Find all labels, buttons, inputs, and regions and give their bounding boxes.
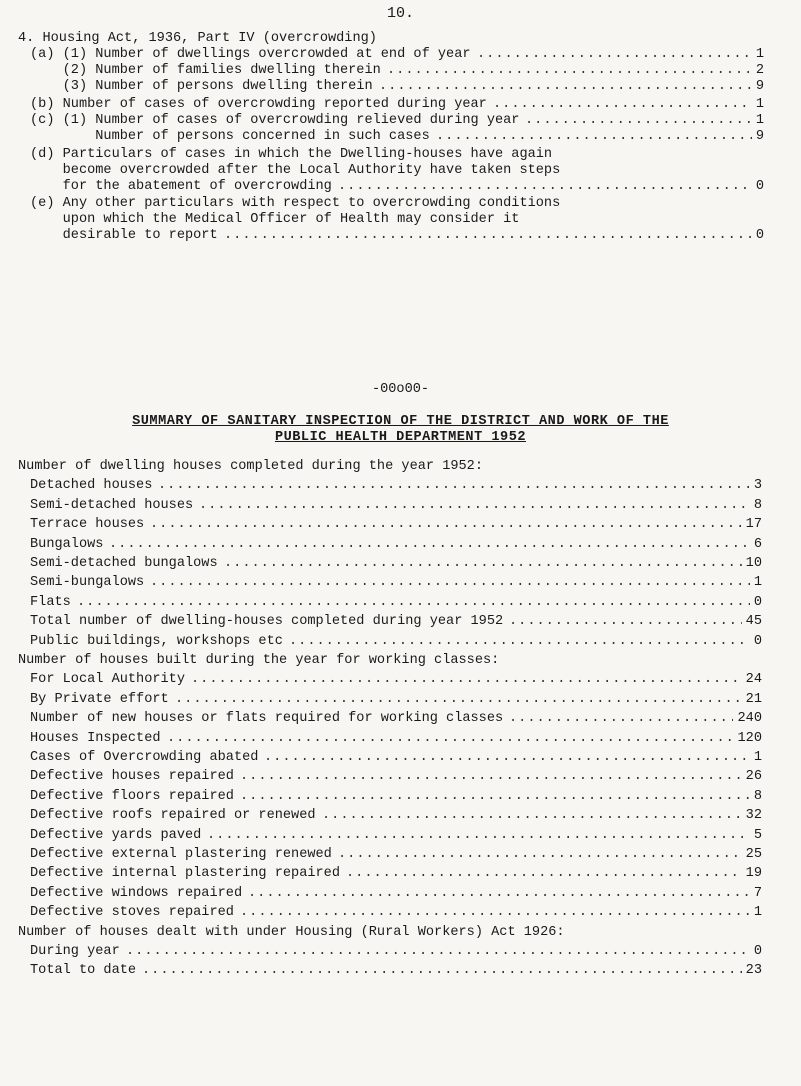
summary-row-label: Defective houses repaired <box>30 769 234 784</box>
dot-leader <box>224 228 752 244</box>
dot-leader <box>150 517 742 533</box>
summary-row-value: 23 <box>745 963 762 978</box>
summary-row-label: Detached houses <box>30 478 153 493</box>
section-title: 4. Housing Act, 1936, Part IV (overcrowding) <box>18 31 377 46</box>
dot-leader <box>158 478 750 494</box>
dot-leader <box>126 944 750 960</box>
summary-row-value: 45 <box>745 614 762 629</box>
dot-leader <box>322 808 742 824</box>
summary-row-label: By Private effort <box>30 692 169 707</box>
section4-row-label: (a) (1) Number of dwellings overcrowded at end of year <box>30 47 471 62</box>
section4-row-value: 1 <box>755 47 764 62</box>
dot-leader <box>387 63 752 79</box>
section4-row-label: (c) (1) Number of cases of overcrowding relieved during year <box>30 113 520 128</box>
dot-leader <box>248 886 750 902</box>
dot-leader <box>379 79 752 95</box>
section4-row-value: 1 <box>755 97 764 112</box>
section4-row-label: (e) Any other particulars with respect to overcrowding conditions <box>30 196 561 211</box>
dot-leader <box>264 750 750 766</box>
summary-row-value: 17 <box>745 517 762 532</box>
summary-row-label: Semi-detached bungalows <box>30 556 218 571</box>
summary-row-value: 8 <box>753 789 762 804</box>
summary-row-label: Number of houses built during the year for working classes: <box>18 653 500 668</box>
summary-row-label: Houses Inspected <box>30 731 161 746</box>
summary-row-value: 10 <box>745 556 762 571</box>
summary-row-label: Semi-detached houses <box>30 498 194 513</box>
summary-row-label: Flats <box>30 595 71 610</box>
dot-leader <box>191 672 742 688</box>
summary-row-label: Bungalows <box>30 537 104 552</box>
dot-leader <box>240 905 750 921</box>
summary-row-value: 24 <box>745 672 762 687</box>
dot-leader <box>436 129 752 145</box>
dot-leader <box>289 634 750 650</box>
summary-row-value: 25 <box>745 847 762 862</box>
summary-row-value: 3 <box>753 478 762 493</box>
summary-row-label: Semi-bungalows <box>30 575 145 590</box>
summary-row-label: Defective floors repaired <box>30 789 234 804</box>
summary-row-label: Defective internal plastering repaired <box>30 866 340 881</box>
summary-heading: SUMMARY OF SANITARY INSPECTION OF THE DISTRICT AND WORK OF THE <box>132 414 669 429</box>
section4-row-label: for the abatement of overcrowding <box>30 179 332 194</box>
summary-row-value: 0 <box>753 595 762 610</box>
page-number: 10. <box>386 5 414 22</box>
summary-row-label: Number of houses dealt with under Housing (Rural Workers) Act 1926: <box>18 925 565 940</box>
summary-row-label: Defective yards paved <box>30 828 202 843</box>
summary-row-value: 21 <box>745 692 762 707</box>
dot-leader <box>509 711 733 727</box>
dot-leader <box>240 769 742 785</box>
dot-leader <box>224 556 742 572</box>
section4-row-value: 1 <box>755 113 764 128</box>
summary-row-value: 0 <box>753 944 762 959</box>
summary-row-label: Terrace houses <box>30 517 145 532</box>
dot-leader <box>338 847 742 863</box>
section4-row-label: (3) Number of persons dwelling therein <box>30 79 373 94</box>
dot-leader <box>346 866 742 882</box>
section4-row-label: Number of persons concerned in such cases <box>30 129 430 144</box>
section4-row-label: upon which the Medical Officer of Health may consider it <box>30 212 520 227</box>
section4-row-label: (d) Particulars of cases in which the Dwelling-houses have again <box>30 147 553 162</box>
dot-leader <box>493 97 752 113</box>
summary-row-label: During year <box>30 944 120 959</box>
dot-leader <box>525 113 752 129</box>
summary-row-label: Total to date <box>30 963 137 978</box>
section4-row-value: 9 <box>755 129 764 144</box>
dot-leader <box>338 179 752 195</box>
summary-row-value: 6 <box>753 537 762 552</box>
summary-row-label: Defective stoves repaired <box>30 905 234 920</box>
summary-row-value: 240 <box>737 711 762 726</box>
summary-row-label: Number of new houses or flats required for working classes <box>30 711 504 726</box>
dot-leader <box>150 575 750 591</box>
summary-row-label: Defective windows repaired <box>30 886 243 901</box>
section4-row-label: desirable to report <box>30 228 218 243</box>
summary-subheading: PUBLIC HEALTH DEPARTMENT 1952 <box>274 430 527 445</box>
summary-row-label: Total number of dwelling-houses completed during year 1952 <box>30 614 504 629</box>
dot-leader <box>167 731 733 747</box>
summary-row-value: 1 <box>753 905 762 920</box>
summary-row-label: Defective roofs repaired or renewed <box>30 808 316 823</box>
dot-leader <box>142 963 742 979</box>
dot-leader <box>509 614 742 630</box>
dot-leader <box>109 537 750 553</box>
dot-leader <box>240 789 750 805</box>
summary-row-value: 0 <box>753 634 762 649</box>
summary-row-label: For Local Authority <box>30 672 185 687</box>
summary-row-value: 26 <box>745 769 762 784</box>
summary-row-value: 1 <box>753 575 762 590</box>
summary-row-value: 8 <box>753 498 762 513</box>
section4-row-value: 0 <box>755 179 764 194</box>
summary-row-value: 19 <box>745 866 762 881</box>
section4-row-label: become overcrowded after the Local Authority have taken steps <box>30 163 561 178</box>
section4-row-value: 2 <box>755 63 764 78</box>
summary-row-label: Number of dwelling houses completed during the year 1952: <box>18 459 483 474</box>
summary-row-value: 32 <box>745 808 762 823</box>
section4-row-value: 9 <box>755 79 764 94</box>
dot-leader <box>199 498 750 514</box>
summary-row-value: 1 <box>753 750 762 765</box>
dot-leader <box>477 47 752 63</box>
separator: -00o00- <box>371 382 430 397</box>
section4-row-value: 0 <box>755 228 764 243</box>
summary-row-value: 7 <box>753 886 762 901</box>
dot-leader <box>175 692 742 708</box>
dot-leader <box>77 595 750 611</box>
dot-leader <box>207 828 750 844</box>
summary-row-label: Defective external plastering renewed <box>30 847 332 862</box>
section4-row-label: (2) Number of families dwelling therein <box>30 63 381 78</box>
summary-row-label: Cases of Overcrowding abated <box>30 750 259 765</box>
summary-row-value: 5 <box>753 828 762 843</box>
summary-row-label: Public buildings, workshops etc <box>30 634 283 649</box>
section4-row-label: (b) Number of cases of overcrowding reported during year <box>30 97 487 112</box>
summary-row-value: 120 <box>737 731 762 746</box>
